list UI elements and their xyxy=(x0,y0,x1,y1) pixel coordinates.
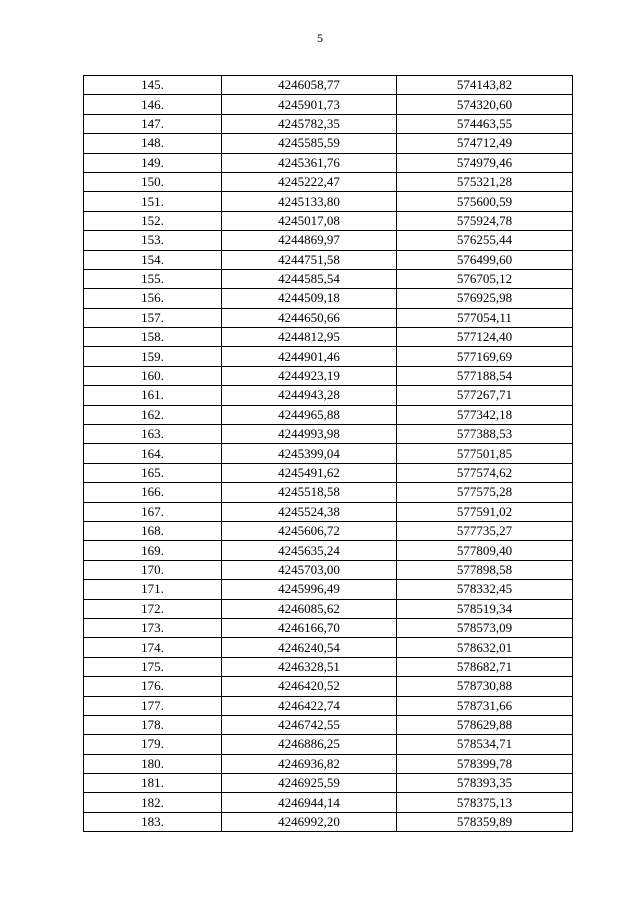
y-coordinate-cell: 577169,69 xyxy=(397,347,573,366)
x-coordinate-cell: 4245222,47 xyxy=(222,172,397,191)
point-number-cell: 178. xyxy=(84,715,222,734)
x-coordinate-cell: 4245996,49 xyxy=(222,580,397,599)
point-number-cell: 183. xyxy=(84,812,222,831)
table-row xyxy=(84,114,573,133)
table-row xyxy=(84,405,573,424)
y-coordinate-cell: 578375,13 xyxy=(397,793,573,812)
table-row xyxy=(84,657,573,676)
x-coordinate-cell: 4246886,25 xyxy=(222,735,397,754)
y-coordinate-cell: 577898,58 xyxy=(397,560,573,579)
point-number-cell: 154. xyxy=(84,250,222,269)
point-number-cell: 156. xyxy=(84,289,222,308)
point-number-cell: 159. xyxy=(84,347,222,366)
table-row xyxy=(84,521,573,540)
point-number-cell: 174. xyxy=(84,638,222,657)
point-number-cell: 157. xyxy=(84,308,222,327)
x-coordinate-cell: 4246328,51 xyxy=(222,657,397,676)
point-number-cell: 160. xyxy=(84,366,222,385)
x-coordinate-cell: 4246420,52 xyxy=(222,677,397,696)
x-coordinate-cell: 4246992,20 xyxy=(222,812,397,831)
table-row xyxy=(84,366,573,385)
y-coordinate-cell: 577501,85 xyxy=(397,444,573,463)
point-number-cell: 171. xyxy=(84,580,222,599)
x-coordinate-cell: 4244993,98 xyxy=(222,425,397,444)
x-coordinate-cell: 4246925,59 xyxy=(222,774,397,793)
x-coordinate-cell: 4245133,80 xyxy=(222,192,397,211)
y-coordinate-cell: 578359,89 xyxy=(397,812,573,831)
y-coordinate-cell: 577591,02 xyxy=(397,502,573,521)
y-coordinate-cell: 577574,62 xyxy=(397,463,573,482)
x-coordinate-cell: 4244509,18 xyxy=(222,289,397,308)
y-coordinate-cell: 574320,60 xyxy=(397,95,573,114)
coordinates-table xyxy=(83,75,573,832)
x-coordinate-cell: 4245585,59 xyxy=(222,134,397,153)
x-coordinate-cell: 4244923,19 xyxy=(222,366,397,385)
table-row xyxy=(84,76,573,95)
x-coordinate-cell: 4244901,46 xyxy=(222,347,397,366)
point-number-cell: 155. xyxy=(84,269,222,288)
table-row xyxy=(84,560,573,579)
table-row xyxy=(84,580,573,599)
table-row xyxy=(84,463,573,482)
y-coordinate-cell: 577188,54 xyxy=(397,366,573,385)
coordinates-table-body xyxy=(84,76,573,832)
point-number-cell: 168. xyxy=(84,521,222,540)
y-coordinate-cell: 575924,78 xyxy=(397,211,573,230)
x-coordinate-cell: 4245518,58 xyxy=(222,483,397,502)
point-number-cell: 180. xyxy=(84,754,222,773)
y-coordinate-cell: 577267,71 xyxy=(397,386,573,405)
y-coordinate-cell: 577735,27 xyxy=(397,521,573,540)
x-coordinate-cell: 4246944,14 xyxy=(222,793,397,812)
table-row xyxy=(84,153,573,172)
x-coordinate-cell: 4246166,70 xyxy=(222,618,397,637)
point-number-cell: 166. xyxy=(84,483,222,502)
point-number-cell: 175. xyxy=(84,657,222,676)
y-coordinate-cell: 576925,98 xyxy=(397,289,573,308)
point-number-cell: 169. xyxy=(84,541,222,560)
table-row xyxy=(84,95,573,114)
y-coordinate-cell: 577124,40 xyxy=(397,328,573,347)
x-coordinate-cell: 4244650,66 xyxy=(222,308,397,327)
point-number-cell: 152. xyxy=(84,211,222,230)
table-row xyxy=(84,812,573,831)
y-coordinate-cell: 574712,49 xyxy=(397,134,573,153)
y-coordinate-cell: 574979,46 xyxy=(397,153,573,172)
point-number-cell: 170. xyxy=(84,560,222,579)
point-number-cell: 151. xyxy=(84,192,222,211)
point-number-cell: 145. xyxy=(84,76,222,95)
point-number-cell: 176. xyxy=(84,677,222,696)
table-row xyxy=(84,715,573,734)
point-number-cell: 147. xyxy=(84,114,222,133)
y-coordinate-cell: 578519,34 xyxy=(397,599,573,618)
point-number-cell: 167. xyxy=(84,502,222,521)
table-row xyxy=(84,269,573,288)
x-coordinate-cell: 4246085,62 xyxy=(222,599,397,618)
point-number-cell: 182. xyxy=(84,793,222,812)
x-coordinate-cell: 4244812,95 xyxy=(222,328,397,347)
point-number-cell: 149. xyxy=(84,153,222,172)
x-coordinate-cell: 4245606,72 xyxy=(222,521,397,540)
table-row xyxy=(84,502,573,521)
y-coordinate-cell: 576705,12 xyxy=(397,269,573,288)
x-coordinate-cell: 4246742,55 xyxy=(222,715,397,734)
y-coordinate-cell: 577575,28 xyxy=(397,483,573,502)
table-row xyxy=(84,541,573,560)
point-number-cell: 165. xyxy=(84,463,222,482)
table-row xyxy=(84,696,573,715)
table-row xyxy=(84,444,573,463)
y-coordinate-cell: 576255,44 xyxy=(397,231,573,250)
point-number-cell: 179. xyxy=(84,735,222,754)
y-coordinate-cell: 575321,28 xyxy=(397,172,573,191)
x-coordinate-cell: 4246240,54 xyxy=(222,638,397,657)
y-coordinate-cell: 578682,71 xyxy=(397,657,573,676)
y-coordinate-cell: 578629,88 xyxy=(397,715,573,734)
x-coordinate-cell: 4246936,82 xyxy=(222,754,397,773)
y-coordinate-cell: 577388,53 xyxy=(397,425,573,444)
point-number-cell: 158. xyxy=(84,328,222,347)
x-coordinate-cell: 4244965,88 xyxy=(222,405,397,424)
table-row xyxy=(84,754,573,773)
table-row xyxy=(84,231,573,250)
table-row xyxy=(84,638,573,657)
point-number-cell: 150. xyxy=(84,172,222,191)
x-coordinate-cell: 4244751,58 xyxy=(222,250,397,269)
table-row xyxy=(84,308,573,327)
point-number-cell: 164. xyxy=(84,444,222,463)
y-coordinate-cell: 578393,35 xyxy=(397,774,573,793)
point-number-cell: 162. xyxy=(84,405,222,424)
point-number-cell: 163. xyxy=(84,425,222,444)
x-coordinate-cell: 4245017,08 xyxy=(222,211,397,230)
x-coordinate-cell: 4244869,97 xyxy=(222,231,397,250)
y-coordinate-cell: 578573,09 xyxy=(397,618,573,637)
x-coordinate-cell: 4245399,04 xyxy=(222,444,397,463)
x-coordinate-cell: 4245361,76 xyxy=(222,153,397,172)
y-coordinate-cell: 574463,55 xyxy=(397,114,573,133)
y-coordinate-cell: 578731,66 xyxy=(397,696,573,715)
point-number-cell: 146. xyxy=(84,95,222,114)
x-coordinate-cell: 4245635,24 xyxy=(222,541,397,560)
y-coordinate-cell: 576499,60 xyxy=(397,250,573,269)
table-row xyxy=(84,677,573,696)
table-row xyxy=(84,618,573,637)
table-row xyxy=(84,599,573,618)
x-coordinate-cell: 4245524,38 xyxy=(222,502,397,521)
table-row xyxy=(84,425,573,444)
y-coordinate-cell: 577809,40 xyxy=(397,541,573,560)
table-row xyxy=(84,483,573,502)
y-coordinate-cell: 578399,78 xyxy=(397,754,573,773)
y-coordinate-cell: 577342,18 xyxy=(397,405,573,424)
y-coordinate-cell: 574143,82 xyxy=(397,76,573,95)
x-coordinate-cell: 4246058,77 xyxy=(222,76,397,95)
table-row xyxy=(84,347,573,366)
y-coordinate-cell: 578534,71 xyxy=(397,735,573,754)
page-number: 5 xyxy=(317,31,323,45)
point-number-cell: 181. xyxy=(84,774,222,793)
table-row xyxy=(84,250,573,269)
x-coordinate-cell: 4245782,35 xyxy=(222,114,397,133)
table-row xyxy=(84,134,573,153)
point-number-cell: 177. xyxy=(84,696,222,715)
point-number-cell: 153. xyxy=(84,231,222,250)
point-number-cell: 161. xyxy=(84,386,222,405)
y-coordinate-cell: 578332,45 xyxy=(397,580,573,599)
table-row xyxy=(84,386,573,405)
point-number-cell: 172. xyxy=(84,599,222,618)
x-coordinate-cell: 4245703,00 xyxy=(222,560,397,579)
x-coordinate-cell: 4244585,54 xyxy=(222,269,397,288)
y-coordinate-cell: 578632,01 xyxy=(397,638,573,657)
table-row xyxy=(84,328,573,347)
x-coordinate-cell: 4245491,62 xyxy=(222,463,397,482)
y-coordinate-cell: 577054,11 xyxy=(397,308,573,327)
table-row xyxy=(84,289,573,308)
x-coordinate-cell: 4245901,73 xyxy=(222,95,397,114)
x-coordinate-cell: 4244943,28 xyxy=(222,386,397,405)
table-row xyxy=(84,192,573,211)
point-number-cell: 148. xyxy=(84,134,222,153)
y-coordinate-cell: 575600,59 xyxy=(397,192,573,211)
y-coordinate-cell: 578730,88 xyxy=(397,677,573,696)
table-row xyxy=(84,793,573,812)
x-coordinate-cell: 4246422,74 xyxy=(222,696,397,715)
table-row xyxy=(84,211,573,230)
table-row xyxy=(84,172,573,191)
point-number-cell: 173. xyxy=(84,618,222,637)
table-row xyxy=(84,774,573,793)
table-row xyxy=(84,735,573,754)
